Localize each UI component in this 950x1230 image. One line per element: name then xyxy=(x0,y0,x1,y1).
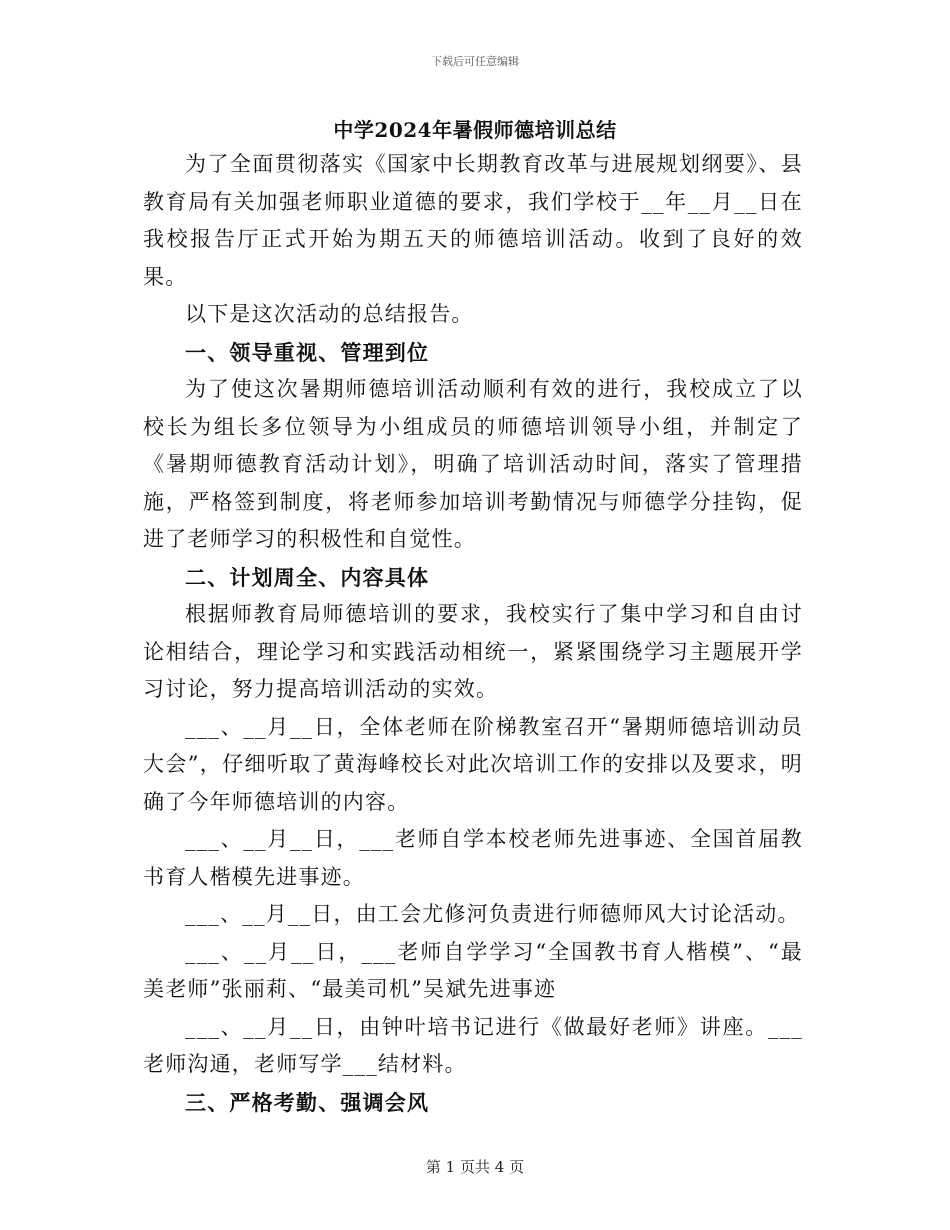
document-body xyxy=(143,146,803,1121)
paragraph: 以下是这次活动的总结报告。 xyxy=(185,302,474,326)
section-heading: 三、严格考勤、强调会风 xyxy=(185,1089,430,1115)
paragraph: 为了使这次暑期师德培训活动顺利有效的进行，我校成立了以校长为组长多位领导为小组成员的师德培训领导小组，并制定了《暑期师德教育活动计划》，明确了培训活动时间，落实了管理措施，严格签到制度，将老师参加培训考勤情况与师德学分挂钩，促进了老师学习的积极性和自觉性。 xyxy=(143,377,803,551)
page-title: 中学2024年暑假师德培训总结 xyxy=(333,118,617,142)
paragraph: ___、__月__日，___老师自学本校老师先进事迹、全国首届教书育人楷模先进事迹。 xyxy=(143,827,803,889)
paragraph: ___、__月__日，由工会尤修河负责进行师德师风大讨论活动。 xyxy=(185,902,800,926)
paragraph: 为了全面贯彻落实《国家中长期教育改革与进展规划纲要》、县教育局有关加强老师职业道德的要求，我们学校于__年__月__日在我校报告厅正式开始为期五天的师德培训活动。收到了良好的效果。 xyxy=(143,152,803,289)
section-heading: 一、领导重视、管理到位 xyxy=(185,339,430,365)
paragraph: ___、__月__日，全体老师在阶梯教室召开“暑期师德培训动员大会”，仔细听取了黄海峰校长对此次培训工作的安排以及要求，明确了今年师德培训的内容。 xyxy=(143,714,803,814)
page-footer: 第 1 页共 4 页 xyxy=(425,1158,525,1176)
paragraph: 根据师教育局师德培训的要求，我校实行了集中学习和自由讨论相结合，理论学习和实践活动相统一，紧紧围绕学习主题展开学习讨论，努力提高培训活动的实效。 xyxy=(143,602,803,701)
section-heading: 二、计划周全、内容具体 xyxy=(185,564,430,590)
paragraph: ___、__月__日，由钟叶培书记进行《做最好老师》讲座。___老师沟通，老师写学___结材料。 xyxy=(143,1014,803,1076)
paragraph: ___、__月__日，___老师自学学习“全国教书育人楷模”、“最美老师”张丽莉、“最美司机”吴斌先进事迹 xyxy=(143,939,803,1001)
header-note: 下载后可任意编辑 xyxy=(431,55,519,68)
